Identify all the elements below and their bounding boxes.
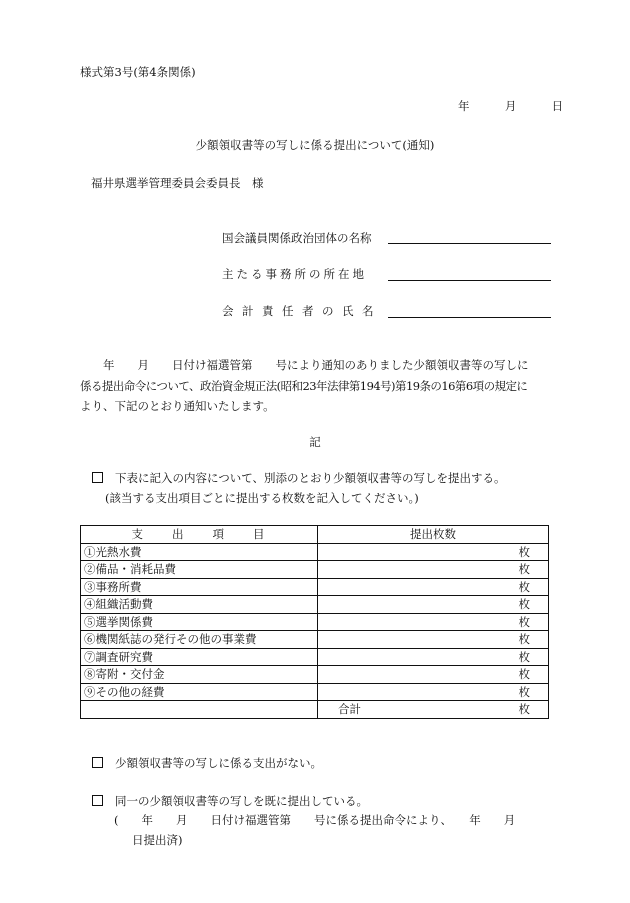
row-item: ⑦調査研究費 xyxy=(81,648,318,666)
body-line-3: より、下記のとおり通知いたします。 xyxy=(80,399,275,413)
row-item: ①光熱水費 xyxy=(81,543,318,561)
header-item: 支 出 項 目 xyxy=(81,526,318,544)
row-item: ⑥機関紙誌の発行その他の事業費 xyxy=(81,631,318,649)
row-item: ④組織活動費 xyxy=(81,596,318,614)
option-no-expense-text: 少額領収書等の写しに係る支出がない。 xyxy=(115,756,322,770)
table-row xyxy=(81,648,549,666)
table-row xyxy=(81,578,549,596)
already-submitted-detail-1: ( 年 月 日付け福選管第 号に係る提出命令により、 年 月 xyxy=(114,813,516,827)
org-name-line[interactable] xyxy=(388,243,551,244)
row-count-cell[interactable]: 枚 xyxy=(318,561,549,579)
row-count-cell[interactable]: 枚 xyxy=(318,683,549,701)
recipient: 福井県選挙管理委員会委員長 様 xyxy=(91,176,264,190)
date-line xyxy=(458,98,563,114)
total-label: 合計 xyxy=(338,702,361,716)
submit-checkbox[interactable] xyxy=(92,472,103,483)
row-count-cell[interactable]: 枚 xyxy=(318,631,549,649)
table-row xyxy=(81,596,549,614)
org-name-label: 国会議員関係政治団体の名称 xyxy=(222,231,372,245)
row-item: ②備品・消耗品費 xyxy=(81,561,318,579)
treasurer-name-line[interactable] xyxy=(388,317,551,318)
option-submit-note: (該当する支出項目ごとに提出する枚数を記入してください。) xyxy=(105,491,419,505)
row-item: ⑨その他の経費 xyxy=(81,683,318,701)
already-submitted-detail-2: 日提出済) xyxy=(132,833,183,847)
row-count-cell[interactable]: 枚 xyxy=(318,543,549,561)
expense-table xyxy=(80,525,549,719)
already-submitted-checkbox[interactable] xyxy=(92,795,103,806)
row-item: ③事務所費 xyxy=(81,578,318,596)
office-address-label: 主たる事務所の所在地 xyxy=(222,267,367,281)
treasurer-name-label: 会計責任者の氏名 xyxy=(222,304,382,318)
table-row xyxy=(81,543,549,561)
row-count-cell[interactable]: 枚 xyxy=(318,578,549,596)
option-already-submitted xyxy=(92,793,368,809)
no-expense-checkbox[interactable] xyxy=(92,757,103,768)
table-row xyxy=(81,631,549,649)
row-item: ⑤選挙関係費 xyxy=(81,613,318,631)
row-count-cell[interactable]: 枚 xyxy=(318,613,549,631)
table-header-row xyxy=(81,526,549,544)
option-submit xyxy=(92,470,506,486)
ki-heading: 記 xyxy=(309,435,321,449)
row-item: ⑧寄附・交付金 xyxy=(81,666,318,684)
option-submit-text: 下表に記入の内容について、別添のとおり少額領収書等の写しを提出する。 xyxy=(115,471,506,485)
date-year: 年 xyxy=(458,99,470,113)
table-row xyxy=(81,561,549,579)
document-title: 少額領収書等の写しに係る提出について(通知) xyxy=(195,138,435,152)
row-count-cell[interactable]: 枚 xyxy=(318,666,549,684)
option-no-expense xyxy=(92,755,322,771)
body-paragraph xyxy=(80,355,554,417)
total-unit: 枚 xyxy=(518,702,530,716)
form-number: 様式第3号(第4条関係) xyxy=(80,65,196,79)
total-blank-cell xyxy=(81,701,318,719)
table-row xyxy=(81,613,549,631)
office-address-line[interactable] xyxy=(388,280,551,281)
body-line-1: 年 月 日付け福選管第 号により通知のありました少額領収書等の写しに xyxy=(80,358,529,372)
table-total-row xyxy=(81,701,549,719)
row-count-cell[interactable]: 枚 xyxy=(318,596,549,614)
table-row xyxy=(81,683,549,701)
date-day: 日 xyxy=(551,99,564,113)
option-already-submitted-text: 同一の少額領収書等の写しを既に提出している。 xyxy=(115,794,368,808)
date-month: 月 xyxy=(504,99,517,113)
total-cell[interactable] xyxy=(318,701,549,719)
table-row xyxy=(81,666,549,684)
header-count: 提出枚数 xyxy=(318,526,549,544)
body-line-2: 係る提出命令について、政治資金規正法(昭和23年法律第194号)第19条の16第6項の規定に xyxy=(80,378,528,393)
row-count-cell[interactable]: 枚 xyxy=(318,648,549,666)
